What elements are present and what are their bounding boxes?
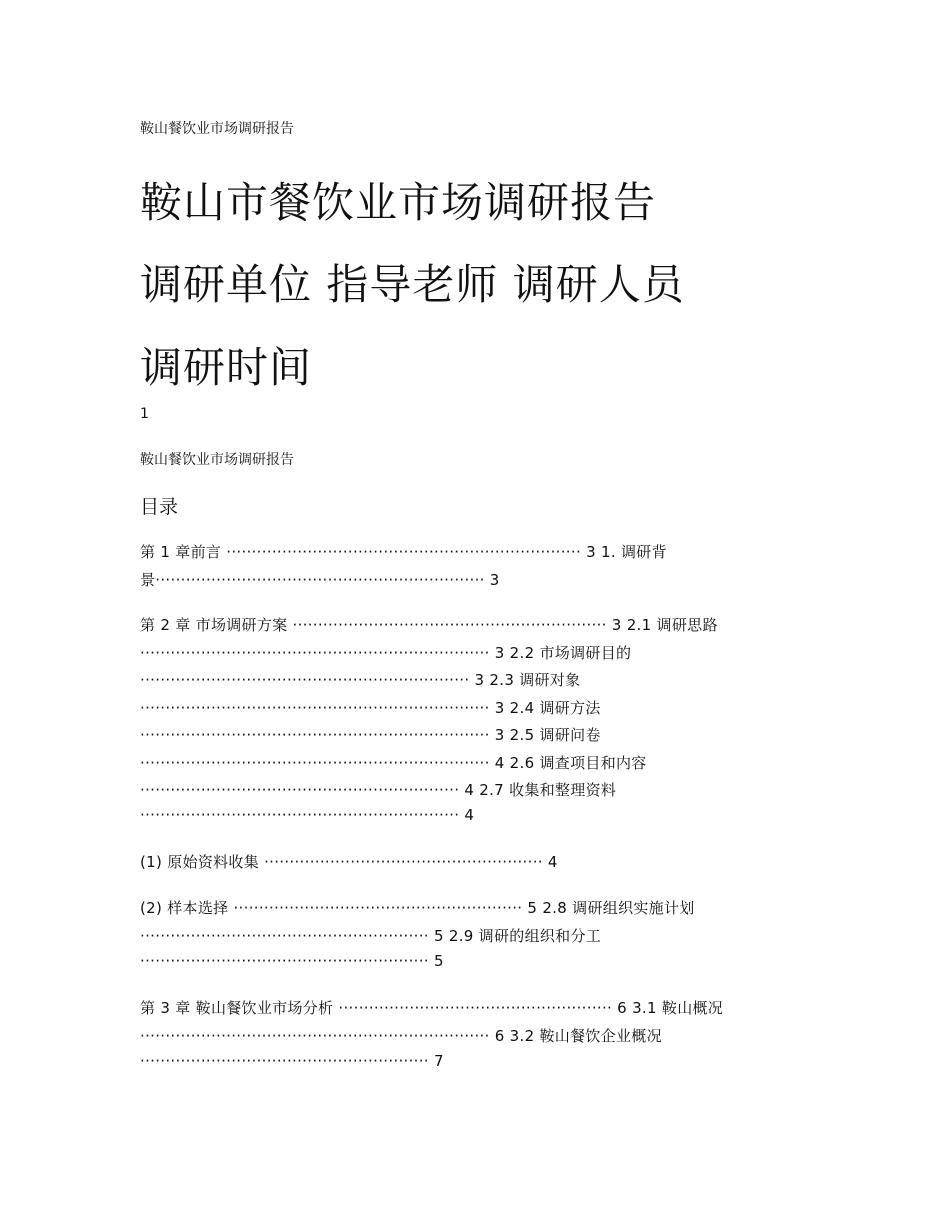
toc-line: (2) 样本选择 ························································· 5 2.8 调研组织实施计划: [140, 899, 695, 917]
running-header: 鞍山餐饮业市场调研报告: [140, 452, 294, 468]
toc-title: 目录: [140, 496, 179, 518]
toc-line: 景································································· 3: [140, 571, 500, 589]
toc-line: ································································· 3 2.3 调研对象: [140, 671, 581, 689]
toc-line: ····································································· 4 2.6 调查项目和内容: [140, 754, 647, 772]
toc-line: ····································································· 3 2.2 市场调研目的: [140, 644, 632, 662]
toc-line: ····································································· 3 2.5 调研问卷: [140, 726, 601, 744]
toc-line: ····································································· 6 3.2 鞍山餐饮企业概况: [140, 1027, 662, 1045]
toc-line: 第 1 章前言 ······································································ 3 1. 调研背: [140, 543, 667, 561]
document-subtitle-line-2: 调研时间: [140, 343, 313, 392]
toc-line: ····································································· 3 2.4 调研方法: [140, 699, 601, 717]
document-subtitle-line-1: 调研单位 指导老师 调研人员: [140, 260, 685, 309]
toc-line: 第 2 章 市场调研方案 ······························································ 3 2.1 调研思路: [140, 616, 718, 634]
document-title: 鞍山市餐饮业市场调研报告: [140, 178, 657, 227]
toc-line: ························································· 5: [140, 952, 444, 970]
toc-line: (1) 原始资料收集 ······················································· 4: [140, 853, 558, 871]
running-header: 鞍山餐饮业市场调研报告: [140, 121, 294, 137]
toc-line: ························································· 5 2.9 调研的组织和分工: [140, 927, 602, 945]
toc-line: ························································· 7: [140, 1052, 444, 1070]
toc-line: ······························································· 4 2.7 收集和整理资料: [140, 781, 617, 799]
toc-line: 第 3 章 鞍山餐饮业市场分析 ······················································ 6 3.1 鞍山概况: [140, 999, 724, 1017]
page-number: 1: [140, 406, 149, 422]
toc-line: ······························································· 4: [140, 806, 475, 824]
